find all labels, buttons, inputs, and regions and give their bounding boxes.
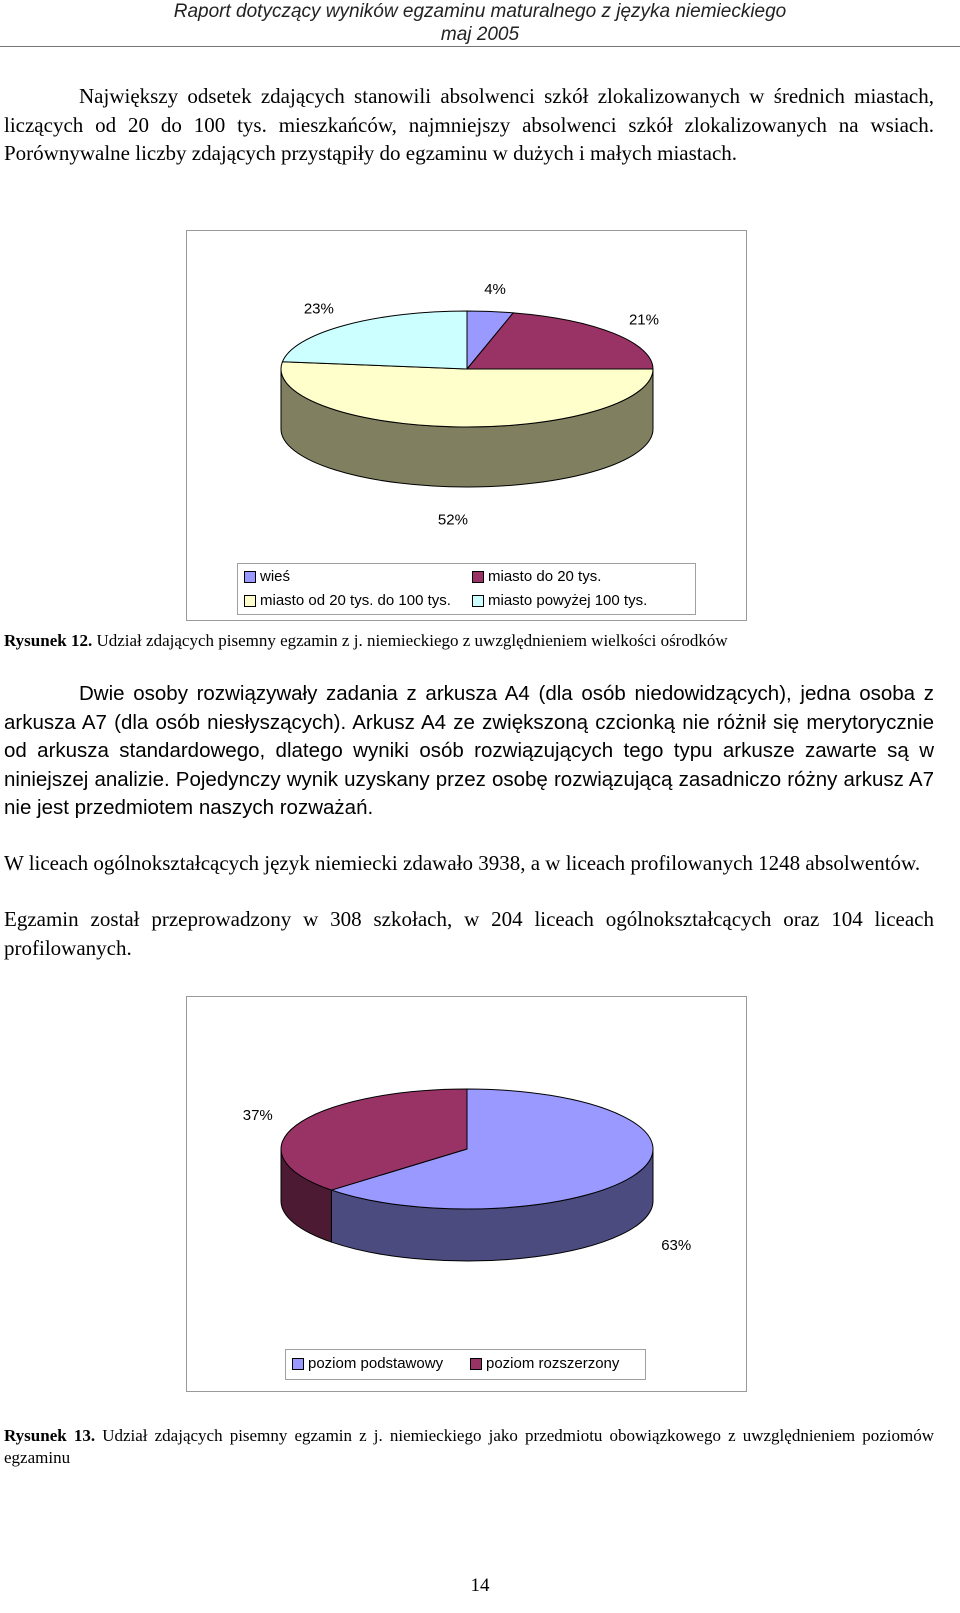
pie-data-label-1: 21% bbox=[628, 311, 660, 329]
legend-label: poziom podstawowy bbox=[308, 1355, 444, 1372]
pie-data-label-0: 63% bbox=[661, 1236, 692, 1254]
pie-data-label-0: 4% bbox=[484, 280, 506, 298]
intro-paragraph: Największy odsetek zdających stanowili absolwenci szkół zlokalizowanych w średnich miastach, liczących od 20 do 100 tys. mieszkańców, najmniejszy absolwenci szkół zlokalizowanych na wsiach. Porównywalne liczby zdających przystąpiły do egzaminu w dużych i małych miastach. bbox=[4, 84, 934, 165]
pie-data-label-3: 23% bbox=[303, 300, 334, 318]
figure-12-text: Udział zdających pisemny egzamin z j. niemieckiego z uwzględnieniem wielkości ośrodków bbox=[96, 631, 728, 650]
legend-swatch bbox=[472, 571, 484, 583]
legend-item-small-town bbox=[472, 568, 601, 585]
legend-label: miasto powyżej 100 tys. bbox=[488, 592, 648, 609]
pie-data-label-2: 52% bbox=[437, 511, 468, 529]
chart-level-svg bbox=[187, 997, 746, 1391]
pie1-top bbox=[281, 311, 653, 427]
legend-item-medium-town bbox=[244, 592, 451, 609]
header-divider bbox=[0, 46, 960, 47]
lyceums-paragraph: W liceach ogólnokształcących język niemiecki zdawało 3938, a w liceach profilowanych 1248 absolwentów. bbox=[4, 851, 921, 875]
schools-paragraph: Egzamin został przeprowadzony w 308 szkołach, w 204 liceach ogólnokształcących oraz 104 liceach profilowanych. bbox=[4, 907, 934, 960]
figure-13-label: Rysunek 13. bbox=[4, 1426, 96, 1445]
legend-label: miasto od 20 tys. do 100 tys. bbox=[260, 592, 451, 609]
chart-locality-svg bbox=[187, 231, 746, 620]
figure-13-caption bbox=[4, 1425, 934, 1469]
pie2-top bbox=[281, 1089, 653, 1209]
figure-12-label: Rysunek 12. bbox=[4, 631, 93, 650]
page-number: 14 bbox=[470, 1575, 490, 1596]
pie-slice-3 bbox=[282, 311, 467, 369]
header-date: maj 2005 bbox=[440, 24, 520, 45]
legend-label: poziom rozszerzony bbox=[486, 1355, 620, 1372]
legend-label: wieś bbox=[260, 568, 291, 585]
pie-data-label-1: 37% bbox=[242, 1107, 273, 1125]
legend-item-village bbox=[244, 568, 290, 585]
legend-swatch bbox=[244, 595, 256, 607]
page-header bbox=[0, 0, 960, 46]
figure-12-caption bbox=[4, 630, 934, 652]
header-title: Raport dotyczący wyników egzaminu maturalnego z języka niemieckiego bbox=[173, 1, 787, 22]
chart-level bbox=[186, 996, 747, 1392]
legend-swatch bbox=[244, 571, 256, 583]
legend-swatch bbox=[292, 1358, 304, 1370]
legend-item-large-city bbox=[472, 592, 647, 609]
figure-13-text: Udział zdających pisemny egzamin z j. niemieckiego jako przedmiotu obowiązkowego z uwzględnieniem poziomów egzaminu bbox=[4, 1426, 934, 1467]
sheets-paragraph: Dwie osoby rozwiązywały zadania z arkusza A4 (dla osób niedowidzących), jedna osoba z arkusza A7 (dla osób niesłyszących). Arkusz A4 ze zwiększoną czcionką nie różnił się merytorycznie od arkusza standardowego, dlatego wyniki osób rozwiązujących tego typu arkusze zawarte są w niniejszej analizie. Pojedynczy wynik uzyskany przez osobę rozwiązującą zasadniczo różny arkusz A7 nie jest przedmiotem naszych rozważań. bbox=[4, 682, 934, 819]
legend-swatch bbox=[472, 595, 484, 607]
legend-item-basic bbox=[292, 1355, 443, 1372]
legend-label: miasto do 20 tys. bbox=[488, 568, 602, 585]
legend-item-extended bbox=[470, 1355, 619, 1372]
chart-locality-legend bbox=[237, 563, 696, 615]
legend-swatch bbox=[470, 1358, 482, 1370]
chart-level-legend bbox=[285, 1349, 646, 1380]
